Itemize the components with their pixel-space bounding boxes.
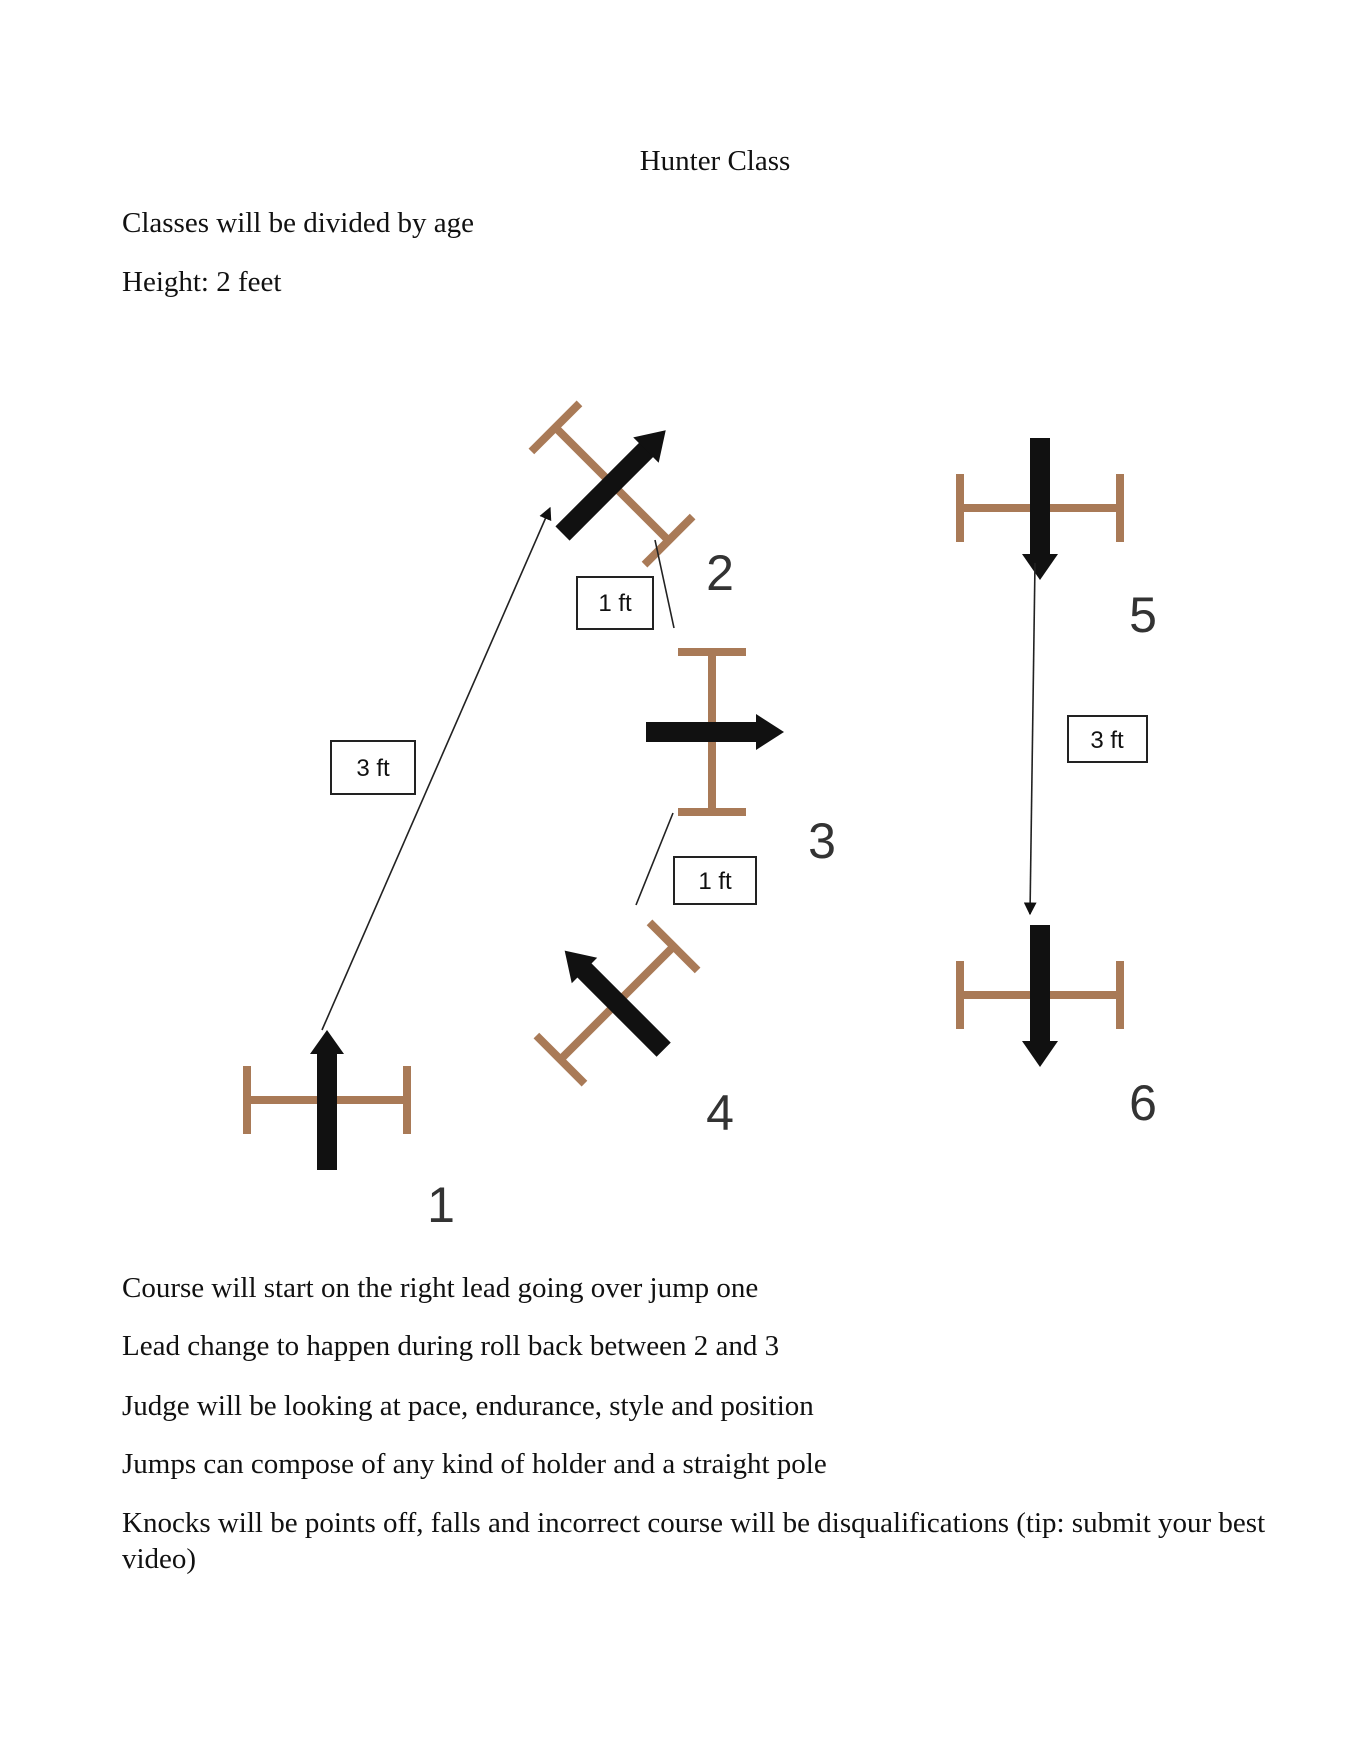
page-title: Hunter Class [639,145,791,177]
connector-2-to-3 [655,540,674,628]
distance-box-3-4 [674,857,756,904]
distance-box-2-3 [577,577,653,629]
rule-penalties: Knocks will be points off, falls and incorrect course will be disqualifications (tip: submit your best video) [122,1507,1266,1575]
jump-3 [646,652,784,812]
path-5-to-6 [1030,563,1035,914]
jump-number-1: 1 [427,1177,455,1233]
intro-line-height: Height: 2 feet [122,266,282,298]
jump-6 [960,925,1120,1067]
jump-number-2: 2 [706,545,734,601]
intro-line-age: Classes will be divided by age [122,207,474,239]
distance-box-5-6 [1068,716,1147,762]
distance-box-1-2 [331,741,415,794]
jump-5 [960,438,1120,580]
jump-number-3: 3 [808,813,836,869]
rule-lead-change: Lead change to happen during roll back between 2 and 3 [122,1330,780,1362]
rule-judging: Judge will be looking at pace, endurance, style and position [122,1390,814,1422]
jump-4 [508,894,720,1106]
rule-jump-composition: Jumps can compose of any kind of holder and a straight pole [122,1448,827,1480]
jump-1 [247,1030,407,1170]
distance-label: 1 ft [698,868,732,895]
distance-label: 1 ft [598,590,632,617]
connector-3-to-4 [636,813,673,905]
distance-label: 3 ft [1090,727,1124,754]
jump-number-6: 6 [1129,1075,1157,1131]
jump-number-4: 4 [706,1085,734,1141]
jump-2 [506,374,722,590]
rule-start-lead: Course will start on the right lead going over jump one [122,1272,759,1304]
jump-number-5: 5 [1129,587,1157,643]
jump-direction-arrow-icon [552,938,676,1062]
distance-label: 3 ft [356,755,390,782]
